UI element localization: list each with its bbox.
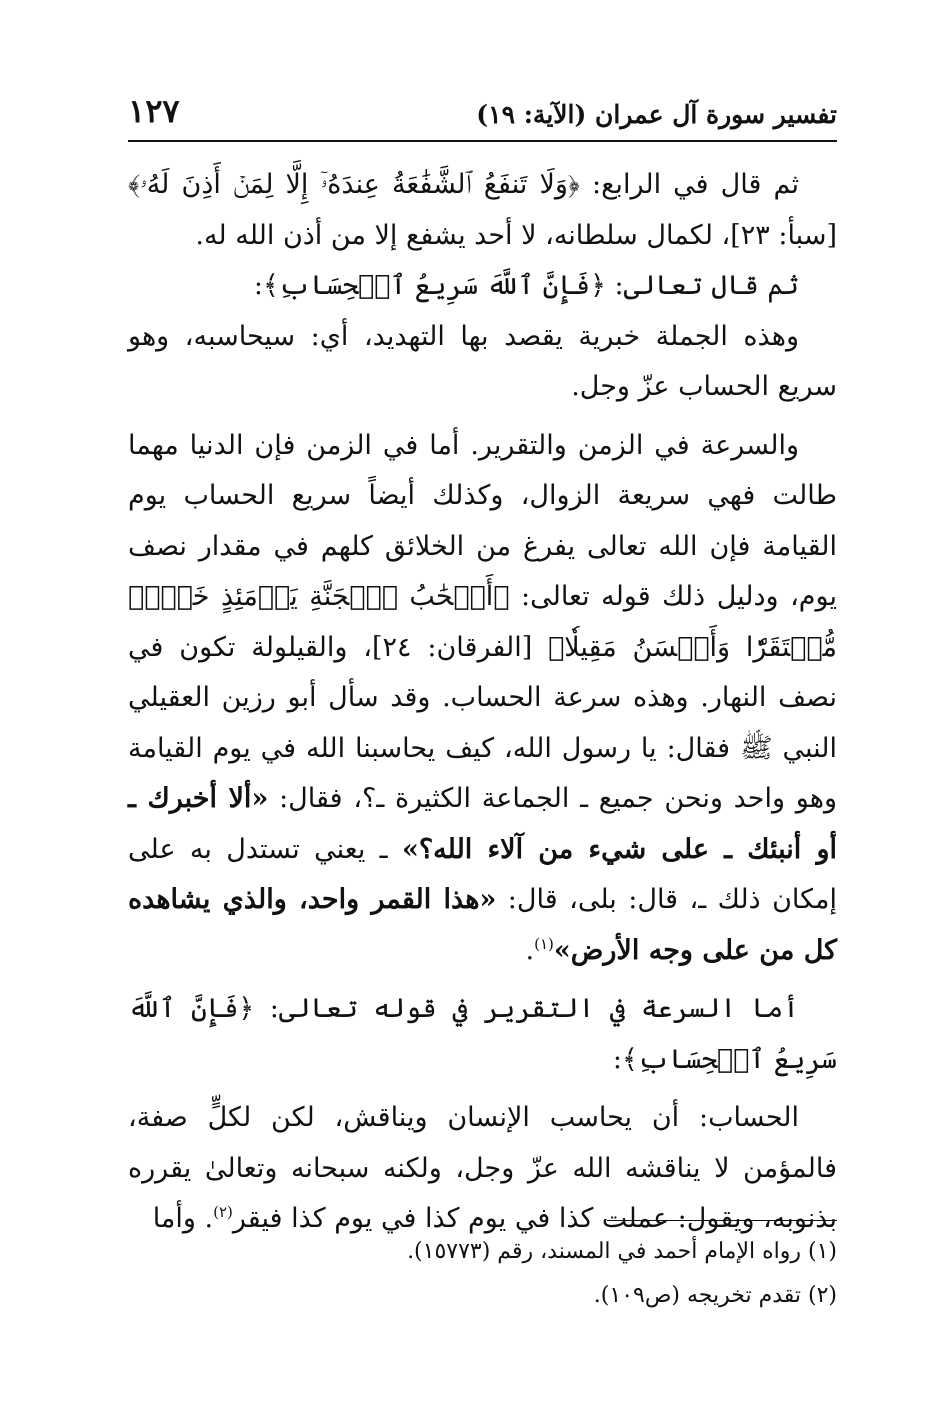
paragraph-gap: [128, 1085, 837, 1093]
paragraph-4: [128, 421, 837, 977]
paragraph-gap: [128, 976, 837, 984]
paragraph-1-rest: [سبأ: ٢٣]، لكمال سلطانه، لا أحد يشفع إلا من أذن الله له.: [195, 219, 837, 251]
footnotes: [128, 1230, 837, 1318]
quran-verse-2: ﴿فَإِنَّ ٱللَّهَ سَرِيعُ ٱلۡحِسَابِ﴾: [263, 270, 606, 301]
quran-verse-4: ﴿فَإِنَّ ٱللَّهَ سَرِيعُ ٱلۡحِسَابِ﴾: [128, 993, 837, 1075]
paragraph-4-mid-2: ـ يعني تستدل به على إمكان ذلك ـ، قال: بلى، قال:: [128, 833, 837, 915]
body-text: [128, 160, 837, 1245]
quran-verse-3: ﴿أَصۡحَٰبُ ٱلۡجَنَّةِ يَوۡمَئِذٍ خَيۡرٞ مُّسۡتَقَرّٗا وَأَحۡسَنُ مَقِيلٗا﴾: [128, 581, 837, 663]
header-rule: [128, 140, 837, 142]
paragraph-6-rest: . وأما: [152, 1203, 214, 1234]
footnote-ref-1: (١): [534, 934, 554, 953]
paragraph-1: [128, 160, 837, 261]
paragraph-5-lead: أما السرعة في التقرير في قوله تعالى:: [254, 993, 799, 1024]
paragraph-4-mid-1: [الفرقان: ٢٤]، والقيلولة تكون في نصف النهار. وهذه سرعة الحساب. وقد سأل أبو رزين العقيلي النبي ﷺ فقال: يا رسول الله، كيف يحاسبنا الله في يوم القيامة وهو واحد ونحن جميع ـ الجماعة الكثيرة ـ؟، فقال:: [128, 631, 837, 814]
footnote-2: (٢) تقدم تخريجه (ص١٠٩).: [593, 1283, 837, 1308]
footnote-1: (١) رواه الإمام أحمد في المسند، رقم (١٥٧٧٣).: [407, 1239, 837, 1264]
running-header: [128, 92, 837, 142]
page-number: ١٢٧: [128, 92, 180, 130]
paragraph-1-lead: ثم قال في الرابع:: [579, 169, 799, 200]
quran-verse-1: ﴿وَلَا تَنفَعُ ٱلشَّفَٰعَةُ عِندَهُۥٓ إِلَّا لِمَنۡ أَذِنَ لَهُۥ﴾: [128, 169, 580, 200]
paragraph-2-rest: :: [253, 270, 264, 301]
paragraph-6-lead: الحساب: أن يحاسب الإنسان ويناقش، لكن لكلٍّ صفة، فالمؤمن لا يناقشه الله عزّ وجل، ولكنه سبحانه وتعالىٰ يقرره بذنوبه، ويقول: عملت كذا في يوم كذا في يوم كذا فيقر: [128, 1102, 837, 1234]
paragraph-6: [128, 1093, 837, 1245]
footnote-rule: [607, 1220, 837, 1221]
paragraph-5: [128, 984, 837, 1085]
paragraph-4-lead: والسرعة في الزمن والتقرير. أما في الزمن فإن الدنيا مهما طالت فهي سريعة الزوال، وكذلك أيضاً سريع الحساب يوم القيامة فإن الله تعالى يفرغ من الخلائق كلهم في مقدار نصف يوم، ودليل ذلك قوله تعالى:: [128, 429, 837, 612]
paragraph-5-rest: :: [612, 1043, 622, 1075]
paragraph-gap: [128, 413, 837, 421]
hadith-quote-1: «ألا أخبرك ـ أو أنبئك ـ على شيء من آلاء الله؟»: [128, 783, 837, 865]
running-header-title: تفسير سورة آل عمران (الآية: ١٩): [476, 100, 837, 129]
hadith-quote-2: «هذا القمر واحد، والذي يشاهده كل من على وجه الأرض»: [128, 884, 837, 966]
footnote-ref-2: (٢): [213, 1203, 233, 1221]
paragraph-2-lead: ثم قال تعالى:: [605, 270, 799, 301]
paragraph-2: [128, 261, 837, 312]
paragraph-3: وهذه الجملة خبرية يقصد بها التهديد، أي: سيحاسبه، وهو سريع الحساب عزّ وجل.: [128, 320, 837, 402]
paragraph-4-end: .: [525, 934, 535, 966]
